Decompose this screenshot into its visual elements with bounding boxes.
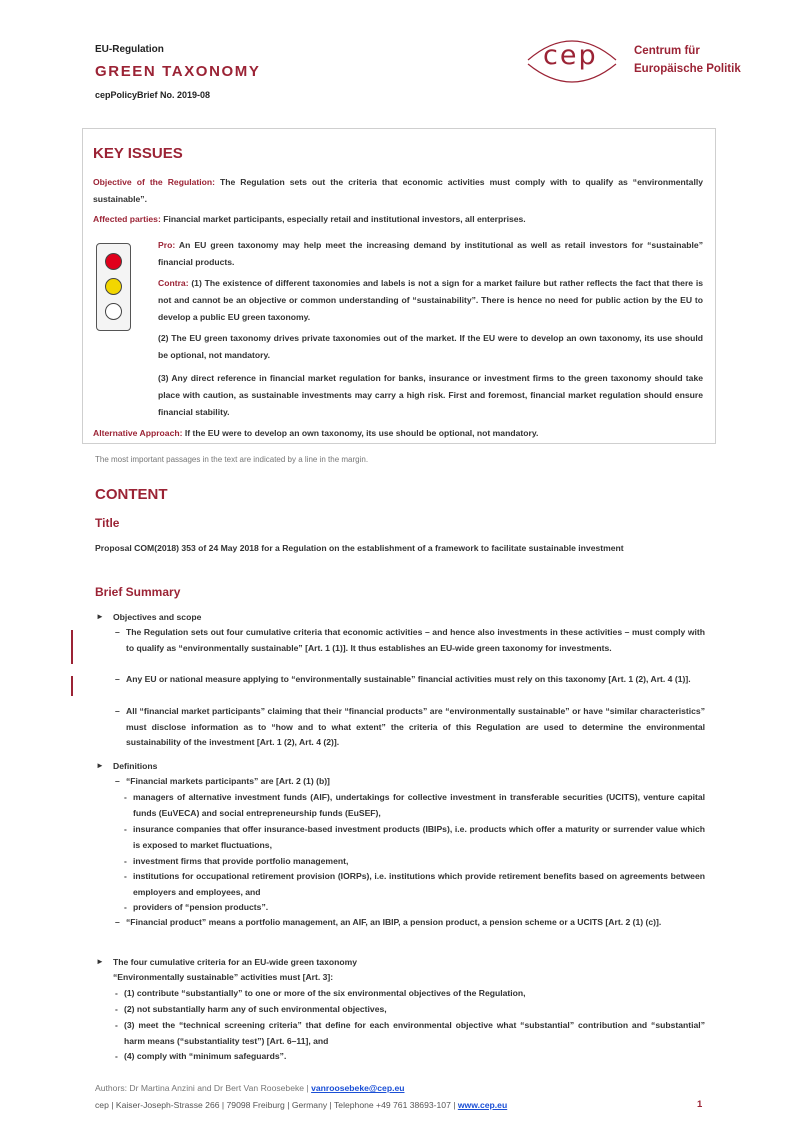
summary-item: The Regulation sets out four cumulative criteria that economic activities – and hence also investments in these activities – must comply with to qualify as “environmentally sustainable” [Art. 1 (1)]. It thus establishes an EU-wide green taxonomy for investments.: [126, 627, 705, 653]
traffic-light-icon: [96, 243, 131, 331]
pro-label: Pro:: [158, 240, 176, 250]
logo-name-line1: Centrum für: [634, 45, 700, 57]
red-lamp-icon: [105, 253, 122, 270]
off-lamp-icon: [105, 303, 122, 320]
contra-label: Contra:: [158, 278, 189, 288]
summary-heading-objectives: Objectives and scope: [113, 612, 202, 622]
criteria-item: (3) meet the “technical screening criteria” that define for each environmental objective what “substantial” contribution and “substantial” harm means (“substantiality test”) [Art. 6–11], and: [124, 1020, 705, 1046]
objective-label: Objective of the Regulation:: [93, 177, 215, 187]
address-text: cep | Kaiser-Joseph-Strasse 266 | 79098 Freiburg | Germany | Telephone +49 761 38693-107 |: [95, 1100, 458, 1110]
brief-number: cepPolicyBrief No. 2019-08: [95, 90, 211, 100]
dash-marker: -: [124, 871, 127, 881]
document-title: GREEN TAXONOMY: [95, 63, 261, 80]
pro-text: An EU green taxonomy may help meet the increasing demand by institutional as well as retail investors for “sustainable” financial products.: [158, 240, 703, 267]
address-line: [95, 1100, 507, 1110]
objective-paragraph: [93, 174, 703, 208]
title-heading: Title: [95, 516, 120, 530]
dash-marker: -: [124, 792, 127, 802]
dash-marker: -: [124, 824, 127, 834]
dash-marker: -: [124, 902, 127, 912]
dash-marker: –: [115, 627, 120, 637]
authors-line: [95, 1083, 404, 1093]
summary-subitem: institutions for occupational retirement provision (IORPs), i.e. institutions which provide retirement benefits based on agreements between employers and employees, and: [133, 871, 705, 897]
summary-subitem: providers of “pension products”.: [133, 902, 269, 912]
contra-point-2: (2) The EU green taxonomy drives private taxonomies out of the market. If the EU were to develop an own taxonomy, its use should be optional, not mandatory.: [158, 333, 703, 360]
logo-name-line2: Europäische Politik: [634, 63, 741, 75]
alternative-label: Alternative Approach:: [93, 428, 183, 438]
summary-subitem: investment firms that provide portfolio management,: [133, 856, 349, 866]
yellow-lamp-icon: [105, 278, 122, 295]
summary-subitem: insurance companies that offer insurance-based investment products (IBIPs), i.e. products which offer a maturity or surrender value which is exposed to market fluctuations,: [133, 824, 705, 850]
margin-line: [71, 630, 73, 664]
authors-text: Authors: Dr Martina Anzini and Dr Bert Van Roosebeke |: [95, 1083, 312, 1093]
proposal-title: Proposal COM(2018) 353 of 24 May 2018 for a Regulation on the establishment of a framework to facilitate sustainable investment: [95, 543, 624, 553]
dash-marker: -: [124, 856, 127, 866]
summary-heading-criteria: The four cumulative criteria for an EU-wide green taxonomy: [113, 957, 358, 967]
dash-marker: –: [115, 776, 120, 786]
contra-paragraph: [158, 275, 703, 326]
contra-text: (1) The existence of different taxonomies and labels is not a sign for a market failure but rather reflects the fact that there is not and cannot be an objective or common understanding of “sustainability”. There is hence no need for public action by the EU to develop a public EU green taxonomy.: [158, 278, 703, 322]
summary-heading-definitions: Definitions: [113, 761, 158, 771]
criteria-intro: “Environmentally sustainable” activities must [Art. 3]:: [113, 972, 334, 982]
dash-marker: -: [115, 1020, 118, 1030]
key-issues-heading: KEY ISSUES: [93, 145, 183, 162]
bullet-arrow-icon: ►: [96, 612, 104, 621]
regulation-label: EU-Regulation: [95, 44, 164, 55]
content-heading: CONTENT: [95, 486, 168, 503]
summary-item: “Financial markets participants” are [Art. 2 (1) (b)]: [126, 776, 330, 786]
website-link[interactable]: www.cep.eu: [457, 1100, 508, 1110]
dash-marker: -: [115, 1004, 118, 1014]
pro-paragraph: [158, 237, 703, 271]
objective-text: The Regulation sets out the criteria that economic activities must comply with to qualify as “environmentally sustainable”.: [93, 177, 704, 204]
cep-logo: cep: [543, 40, 598, 71]
criteria-item: (4) comply with “minimum safeguards”.: [124, 1051, 287, 1061]
criteria-item: (1) contribute “substantially” to one or more of the six environmental objectives of the Regulation,: [124, 988, 526, 998]
summary-item: “Financial product” means a portfolio management, an AIF, an IBIP, a pension product, a pension scheme or a UCITS [Art. 2 (1) (c)].: [126, 917, 662, 927]
contra-point-3: (3) Any direct reference in financial market regulation for banks, insurance or investment firms to the green taxonomy should take place with caution, as sustainable investments may carry a high risk. First and foremost, financial market regulation should ensure financial stability.: [158, 373, 703, 417]
dash-marker: –: [115, 706, 120, 716]
dash-marker: -: [115, 1051, 118, 1061]
affected-paragraph: [93, 211, 703, 228]
affected-label: Affected parties:: [93, 214, 161, 224]
dash-marker: –: [115, 674, 120, 684]
alternative-text: If the EU were to develop an own taxonomy, its use should be optional, not mandatory.: [182, 428, 539, 438]
page-number: 1: [697, 1099, 703, 1110]
summary-subitem: managers of alternative investment funds (AIF), undertakings for collective investment in transferable securities (UCITS), venture capital funds (EuVECA) and social entrepreneurship funds (EuSEF),: [133, 792, 705, 818]
summary-item: All “financial market participants” claiming that their “financial products” are “environmentally sustainable” or have “similar characteristics” must disclose information as to “how and to what extent” the criteria of this Regulation are used to determine the environmental sustainability of the investment [Art. 1 (2), Art. 4 (2)].: [126, 706, 705, 747]
brief-summary-heading: Brief Summary: [95, 585, 181, 599]
dash-marker: –: [115, 917, 120, 927]
margin-line: [71, 676, 73, 696]
bullet-arrow-icon: ►: [96, 957, 104, 966]
affected-text: Financial market participants, especially retail and institutional investors, all enterprises.: [160, 214, 526, 224]
summary-item: Any EU or national measure applying to “environmentally sustainable” financial activities must rely on this taxonomy [Art. 1 (2), Art. 4 (1)].: [126, 674, 691, 684]
email-link[interactable]: vanroosebeke@cep.eu: [311, 1083, 405, 1093]
margin-note: The most important passages in the text are indicated by a line in the margin.: [95, 455, 369, 464]
alternative-paragraph: [93, 425, 703, 442]
criteria-item: (2) not substantially harm any of such environmental objectives,: [124, 1004, 387, 1014]
dash-marker: -: [115, 988, 118, 998]
bullet-arrow-icon: ►: [96, 761, 104, 770]
